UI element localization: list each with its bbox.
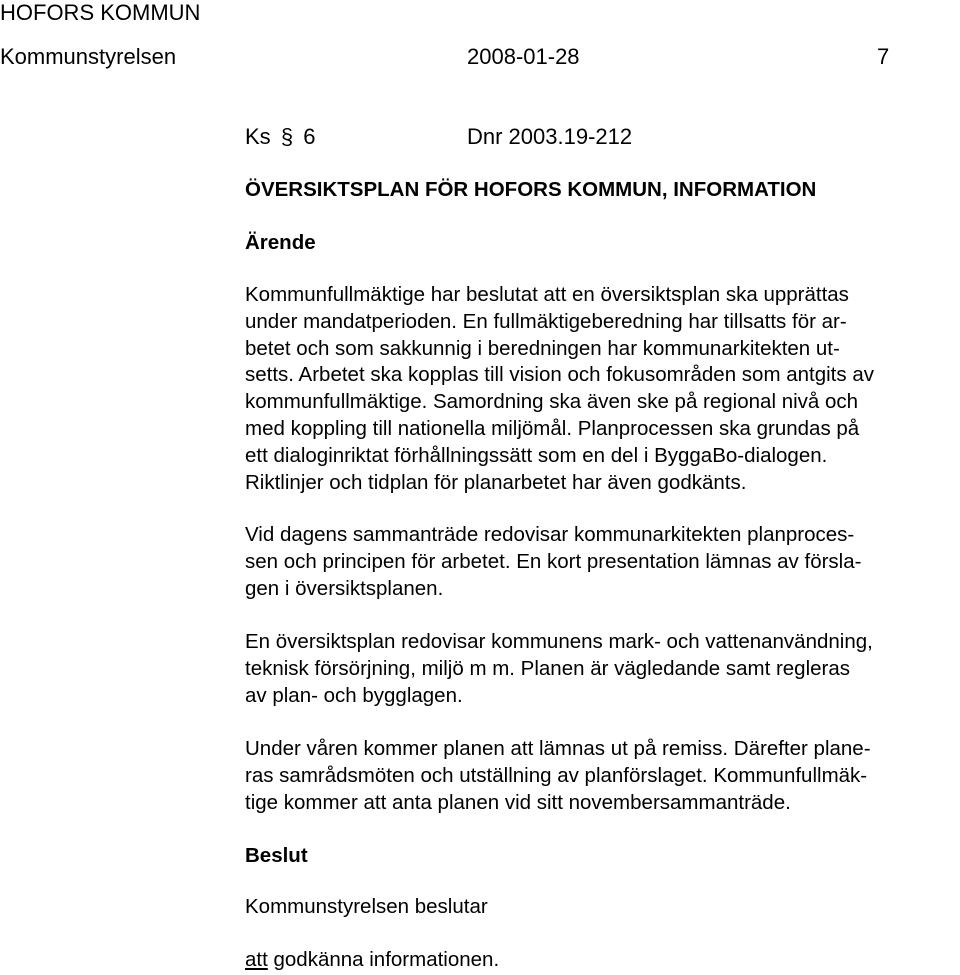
paragraph-line: Kommunfullmäktige har beslutat att en översiktsplan ska upprättas [245, 283, 849, 306]
paragraph-line: under mandatperioden. En fullmäktigeberedning har tillsatts för ar- [245, 309, 847, 333]
paragraph-line: setts. Arbetet ska kopplas till vision och fokusområden som antgits av [245, 363, 874, 387]
paragraph-line: Under våren kommer planen att lämnas ut på remiss. Därefter plane- [245, 737, 871, 760]
paragraph-2 [245, 522, 861, 602]
paragraph-line: betet och som sakkunnig i beredningen har kommunarkitekten ut- [245, 336, 840, 360]
decision-lead: att [245, 948, 268, 971]
beslut-intro: Kommunstyrelsen beslutar [245, 895, 488, 918]
document-title: ÖVERSIKTSPLAN FÖR HOFORS KOMMUN, INFORMATION [245, 178, 817, 201]
committee-name: Kommunstyrelsen [0, 44, 177, 69]
dnr-number: Dnr 2003.19-212 [467, 124, 633, 149]
beslut-decision [245, 950, 499, 971]
paragraph-1 [245, 282, 874, 496]
decision-text: godkänna informationen. [267, 948, 500, 971]
case-ks [245, 126, 315, 148]
paragraph-line: Riktlinjer och tidplan för planarbetet har även godkänts. [245, 470, 747, 494]
paragraph-line: med koppling till nationella miljömål. Planprocessen ska grundas på [245, 416, 860, 440]
paragraph-line: ett dialoginriktat förhållningssätt som en del i ByggaBo-dialogen. [245, 443, 828, 467]
arende-heading: Ärende [245, 231, 316, 254]
paragraph-4 [245, 736, 871, 816]
paragraph-line: teknisk försörjning, miljö m m. Planen är vägledande samt regleras [245, 656, 851, 680]
beslut-heading: Beslut [245, 844, 308, 867]
paragraph-line: sen och principen för arbetet. En kort presentation lämnas av försla- [245, 549, 862, 573]
section-symbol: § [280, 124, 294, 149]
paragraph-line: tige kommer att anta planen vid sitt novembersammanträde. [245, 790, 791, 814]
paragraph-line: kommunfullmäktige. Samordning ska även ske på regional nivå och [245, 390, 859, 414]
paragraph-line: gen i översiktsplanen. [245, 576, 444, 600]
paragraph-3 [245, 629, 873, 709]
paragraph-line: Vid dagens sammanträde redovisar kommunarkitekten planproces- [245, 523, 855, 546]
paragraph-line: ras samrådsmöten och utställning av planförslaget. Kommunfullmäk- [245, 763, 868, 787]
paragraph-line: En översiktsplan redovisar kommunens mark- och vattenanvändning, [245, 630, 873, 653]
municipality-name: HOFORS KOMMUN [0, 0, 201, 25]
paragraph-line: av plan- och bygglagen. [245, 683, 463, 707]
ks-label: Ks [245, 124, 271, 149]
meeting-date: 2008-01-28 [467, 44, 580, 69]
page-number: 7 [877, 44, 890, 69]
ks-number: 6 [303, 124, 316, 149]
